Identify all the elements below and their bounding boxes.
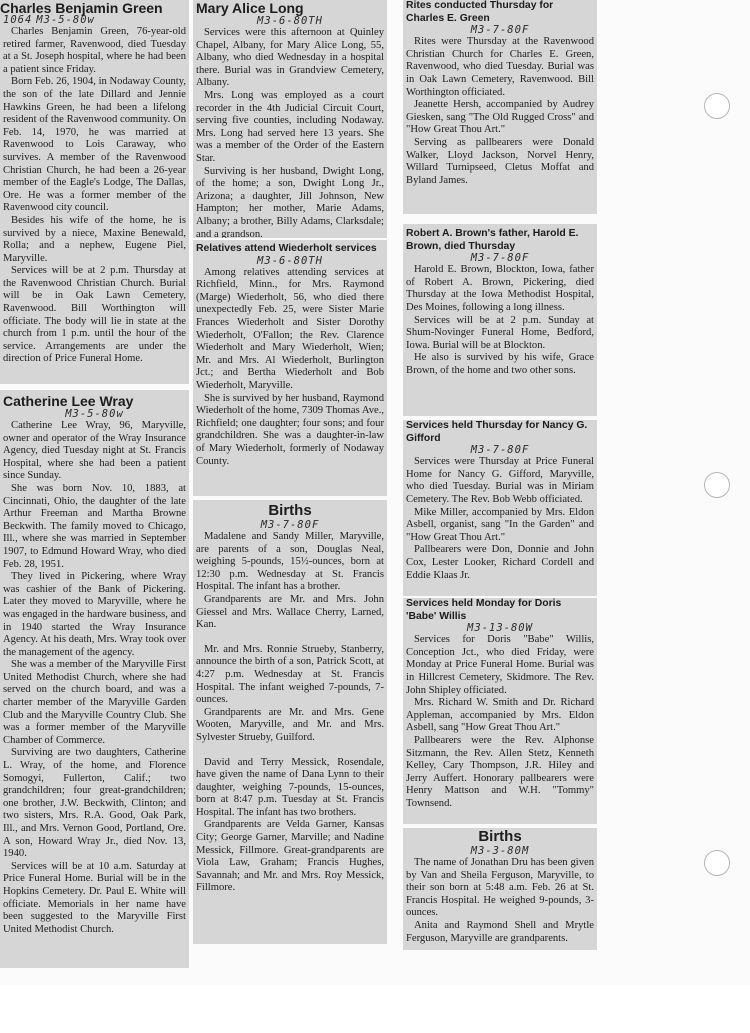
handwritten-note: M3-3-80M	[470, 845, 530, 857]
paragraph: Services for Doris "Babe" Willis, Conception Jct., who died Friday, were Monday at Price Funeral Home. Burial was in Hillcrest Cemetery, Skidmore. The Rev. John Shipley officiated.	[406, 634, 594, 696]
paragraph: Surviving are two daughters, Catherine L. Wray, of the home, and Florence Somogyi, Fullerton, Calif.; two grandchildren; four great-grandchildren; one brother, J.W. Beckwith, Clinton; and two sisters, Mrs. R.A. Good, Oak Park, Ill., and Mrs. Vernon Good, Portland, Ore. A son, Howard Wray Jr., died Nov. 13, 1940.	[3, 747, 186, 860]
paragraph: Pallbearers were the Rev. Alphonse Sitzmann, the Rev. Allen Stetz, Kenneth Kelley, Cary Thompson, J.R. Hiley and Jerry Auffert. Honorary pallbearers were Henry Mattson and W.H. "Tommy" Townsend.	[406, 734, 594, 809]
paragraph: Mr. and Mrs. Ronnie Strueby, Stanberry, announce the birth of a son, Patrick Scott, at 4:27 p.m. Wednesday at St. Francis Hospital. The infant weighed 7-pounds, 7-ounces.	[196, 643, 384, 706]
paragraph: Mrs. Richard W. Smith and Dr. Richard Appleman, accompanied by Mrs. Eldon Asbell, sang "How Great Thou Art."	[406, 697, 594, 734]
paragraph: Harold E. Brown, Blockton, Iowa, father of Robert A. Brown, Pickering, died Thursday at the Iowa Methodist Hospital, Des Moines, following a long illness.	[406, 264, 594, 313]
paragraph: They lived in Pickering, where Wray was cashier of the Bank of Pickering. Later they moved to Maryville, where he was engaged in the hardware business, and in 1940 started the Wray Insurance Agency. At his death, Mrs. Wray took over the management of the agency.	[3, 571, 186, 658]
punch-hole	[704, 93, 730, 119]
paragraph: Besides his wife of the home, he is survived by a niece, Maxine Benewald, Rolla; and a nephew, Eugene Piel, Maryville.	[3, 214, 186, 264]
handwritten-note: M3-6-80TH	[257, 254, 323, 267]
clipping-green-rites	[403, 0, 597, 214]
handwritten-note: M3-13-80W	[467, 622, 533, 635]
paragraph: Born Feb. 26, 1904, in Nodaway County, the son of the late Dillard and Jennie Hawkins Green, he had been a lifelong resident of the Ravenwood community. On Feb. 14, 1970, he was married at Ravenwood to Lois Caraway, who survives. A member of the Ravenwood Christian Church, he had been a 26-year member of the Eagle's Lodge, The Dallas, Ore. He was a former member of the Ravenwood city council.	[3, 76, 186, 214]
paragraph: Catherine Lee Wray, 96, Maryville, owner and operator of the Wray Insurance Agency, died Tuesday night at St. Francis Hospital, where she had been a patient since Sunday.	[3, 420, 186, 482]
paragraph: Serving as pallbearers were Donald Walker, Lloyd Jackson, Norvel Henry, Willard Turnipseed, Cletus Moffat and Byland James.	[406, 136, 594, 186]
clipping-number: 1064	[3, 14, 33, 26]
paragraph: Among relatives attending services at Richfield, Minn., for Mrs. Raymond (Marge) Wiederholt, 56, who died there unexpectedly Feb. 25, were Sister Marie Frances Wiederholt and Sister Dorothy Wiederholt, O'Fallon; the Rev. Clarence Wiederholt and Mary Wiederholt, Wien; Mr. and Mrs. Al Wiederholt, Burlington Jct.; and Bertha Wiederholt and Bob Wiederholt, Maryville.	[196, 266, 384, 391]
paragraph: The name of Jonathan Dru has been given by Van and Sheila Ferguson, Maryville, to their son born at 5:48 a.m. Feb. 26 at St. Francis Hospital. He weighed 9-pounds, 3-ounces.	[406, 857, 594, 919]
clipping-wray-obituary	[0, 390, 189, 968]
clipping-gifford	[403, 420, 597, 596]
clipping-headline: Births	[478, 828, 522, 845]
paragraph: He also is survived by his wife, Grace Brown, of the home and two other sons.	[406, 352, 594, 376]
paragraph: Jeanette Hersh, accompanied by Audrey Giesken, sang "The Old Rugged Cross" and "How Great Thou Art."	[406, 99, 594, 136]
paragraph: Charles Benjamin Green, 76-year-old retired farmer, Ravenwood, died Tuesday at a St. Joseph hospital, where he had been a patient since Friday.	[3, 26, 186, 75]
paragraph: She was born Nov. 10, 1883, at Cincinnati, Ohio, the daughter of the late Arthur Freeman and Martha Browne Beckwith. The family moved to Chicago, Ill., where she was married in September 1907, to Edmund Howard Wray, who died Feb. 28, 1951.	[3, 482, 186, 570]
handwritten-note: M3-7-80F	[470, 444, 530, 457]
paragraph: Mike Miller, accompanied by Mrs. Eldon Asbell, organist, sang "In the Garden" and "How Great Thou Art."	[406, 506, 594, 543]
paragraph: Mrs. Long was employed as a court recorder in the 4th Judicial Circuit Court, serving five counties, including Nodaway. Mrs. Long had served here 13 years. She was a member of the Order of the Eastern Star.	[196, 89, 384, 164]
clipping-green-obituary	[0, 0, 189, 384]
punch-hole	[704, 850, 730, 876]
handwritten-note: 1064 M3-5-80w	[3, 14, 95, 26]
clipping-headline: Services held Thursday for Nancy G. Gifford	[406, 420, 588, 444]
paragraph: Grandparents are Mr. and Mrs. John Giessel and Mrs. Wallace Cherry, Larned, Kan.	[196, 593, 384, 631]
clipping-headline: Rites conducted Thursday for Charles E. Green	[406, 0, 554, 24]
clipping-headline: Births	[268, 502, 312, 519]
paragraph: She is survived by her husband, Raymond Wiederholt of the home, 7309 Thomas Ave., Richfield; one daughter; four sons; and four grandchildren. She was a daughter-in-law of Mary Wiederholt, formerly of Nodaway County.	[196, 392, 384, 467]
spacer	[196, 745, 384, 757]
paragraph: Grandparents are Mr. and Mrs. Gene Wooten, Maryville, and Mr. and Mrs. Sylvester Strueby, Guilford.	[196, 706, 384, 743]
paragraph: Services will be at 2 p.m. Sunday at Shum-Novinger Funeral Home, Bedford, Iowa. Burial will be at Blockton.	[406, 314, 594, 351]
clipping-headline: Catherine Lee Wray	[3, 393, 134, 409]
paragraph: She was a member of the Maryville First United Methodist Church, where she had served on the church board, and was a charter member of the Maryville Garden Club and the Maryville Country Club. She was a former member of the Maryville Chamber of Commerce.	[3, 659, 186, 746]
clipping-wiederholt	[193, 240, 387, 496]
handwritten-note: M3-6-80TH	[257, 15, 323, 27]
clipping-headline: Services held Monday for Doris 'Babe' Willis	[406, 598, 562, 622]
page-bottom-margin	[0, 985, 750, 1033]
clipping-long-obituary	[193, 0, 387, 238]
clipping-willis	[403, 598, 597, 824]
clipping-headline: Charles Benjamin Green	[0, 0, 163, 16]
paragraph: Services were this afternoon at Quinley Chapel, Albany, for Mary Alice Long, 55, Albany, who died Wednesday in a hospital there. Burial was in Grandview Cemetery, Albany.	[196, 27, 384, 89]
paragraph: Services will be at 10 a.m. Saturday at Price Funeral Home. Burial will be in the Hopkins Cemetery. Dr. Paul E. White will officiate. Memorials in her name have been suggested to the Maryville First United Methodist Church.	[3, 860, 186, 935]
paragraph: Pallbearers were Don, Donnie and John Cox, Lester Looker, Richard Cordell and Eddie Klaas Jr.	[406, 544, 594, 581]
handwritten-note: M3-5-80w	[65, 408, 124, 420]
clipping-headline: Relatives attend Wiederholt services	[196, 243, 377, 254]
paragraph: Grandparents are Velda Garner, Kansas City; George Garner, Marville; and Nadine Messick, Fillmore. Great-grandparents are Viola Law, Graham; Francis Hughes, Savannah; and Mr. and Mrs. Roy Messick, Fillmore.	[196, 819, 384, 894]
paragraph: Surviving is her husband, Dwight Long, of the home; a son, Dwight Long Jr., Arizona; a daughter, Jill Johnson, New Hampton; her mother, Marie Adams, Albany; a brother, Billy Adams, Clarksdale; and a grandson.	[196, 165, 384, 238]
paragraph: David and Terry Messick, Rosendale, have given the name of Dana Lynn to their daughter, weighing 7-pounds, 15-ounces, born at 8:47 p.m. Tuesday at St. Francis Hospital. The infant has two brothers.	[196, 756, 384, 818]
paragraph: Services were Thursday at Price Funeral Home for Nancy G. Gifford, Maryville, who died Tuesday. Burial was in Miriam Cemetery. The Rev. Bob Webb officiated.	[406, 456, 594, 505]
handwritten-note: M3-7-80F	[260, 519, 320, 531]
paragraph: Madalene and Sandy Miller, Maryville, are parents of a son, Douglas Neal, weighing 5-pounds, 15½-ounces, born at 12:30 p.m. Wednesday at St. Francis Hospital. The infant has a brother.	[196, 531, 384, 593]
paragraph: Services will be at 2 p.m. Thursday at the Ravenwood Christian Church. Burial will be in Oak Lawn Cemetery, Ravenwood. Bill Worthington will officiate. The body will lie in state at the church from 1 p.m. until the hour of the service. Arrangements are under the direction of Price Funeral Home.	[3, 265, 186, 365]
clipping-brown	[403, 224, 597, 416]
punch-hole	[704, 472, 730, 498]
clipping-births	[193, 500, 387, 944]
clipping-headline: Mary Alice Long	[196, 0, 304, 16]
paragraph: Anita and Raymond Shell and Mrytle Ferguson, Maryville are grandparents.	[406, 919, 594, 944]
spacer	[196, 632, 384, 644]
clipping-headline: Robert A. Brown's father, Harold E. Brown, died Thursday	[406, 228, 579, 252]
handwritten-note: M3-7-80F	[470, 252, 530, 265]
paragraph: Rites were Thursday at the Ravenwood Christian Church for Charles E. Green, Ravenwood, who died Tuesday. Burial was in Oak Lawn Cemetery, Ravenwood. Bill Worthington officiated.	[406, 36, 594, 98]
handwritten-note: M3-7-80F	[470, 24, 530, 37]
clipping-births-ferguson	[403, 828, 597, 950]
